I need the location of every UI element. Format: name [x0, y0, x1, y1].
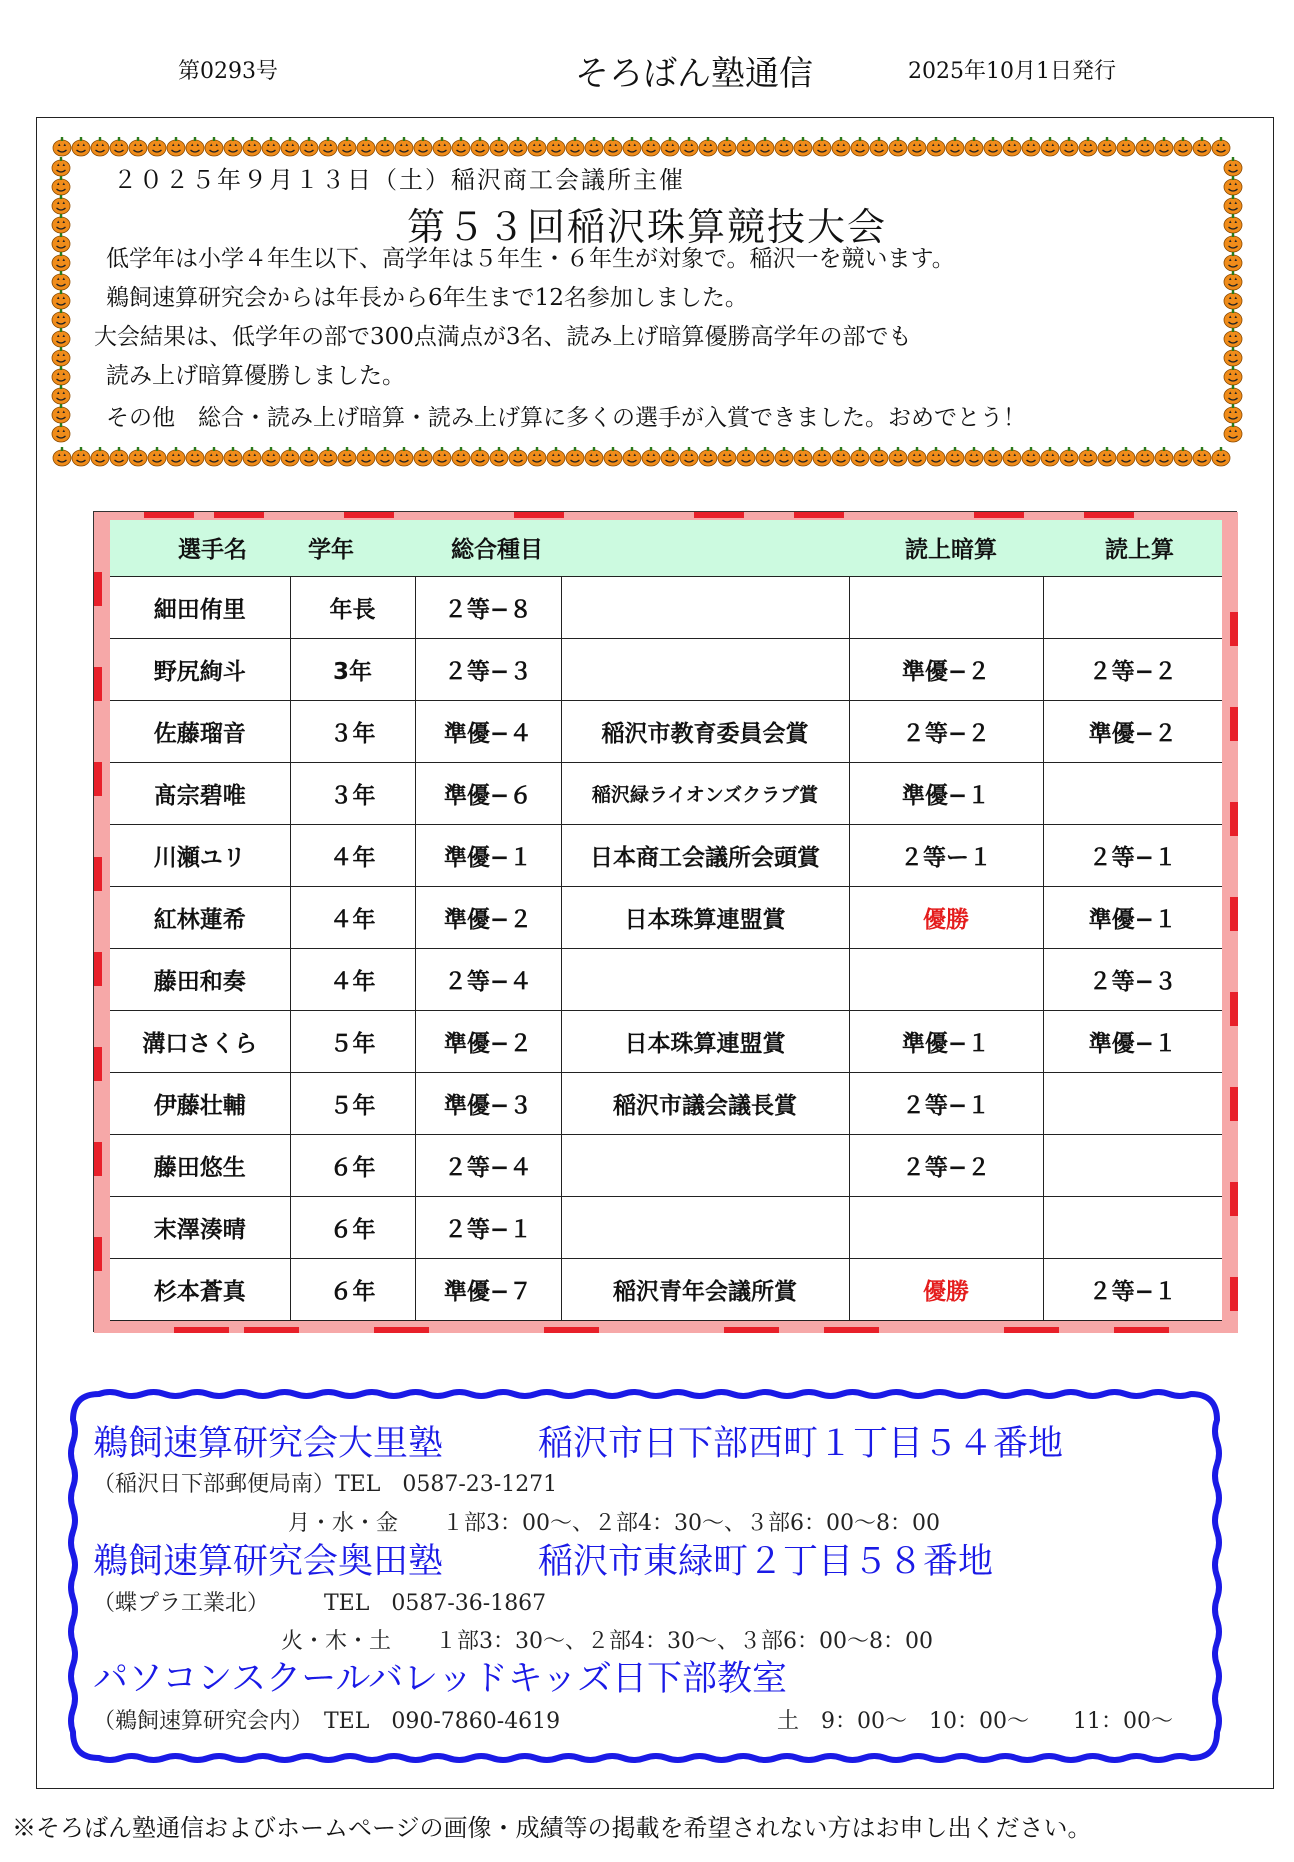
contact-box	[65, 1386, 1225, 1766]
cell-mental-reading: 準優−１	[849, 1010, 1043, 1072]
cell-grade: ５年	[290, 1010, 415, 1072]
footer-notice: ※そろばん塾通信およびホームページの画像・成績等の掲載を希望されない方はお申し出ください。	[12, 1814, 1092, 1842]
cell-overall: 準優−３	[415, 1072, 561, 1134]
cell-player-name: 藤田悠生	[110, 1134, 290, 1196]
cell-reading-calc: 準優−１	[1043, 886, 1222, 948]
cell-reading-calc: ２等−１	[1043, 824, 1222, 886]
cell-player-name: 末澤湊晴	[110, 1196, 290, 1258]
announcement-para-4: 読み上げ暗算優勝しました。	[106, 363, 405, 389]
cell-grade: ６年	[290, 1196, 415, 1258]
cell-overall: 準優−６	[415, 762, 561, 824]
school3-name: パソコンスクールバレッドキッズ日下部教室	[93, 1659, 788, 1699]
cell-overall: 準優−７	[415, 1258, 561, 1320]
cell-mental-reading	[849, 1196, 1043, 1258]
table-row	[110, 1072, 1222, 1134]
cell-reading-calc	[1043, 576, 1222, 638]
table-row	[110, 762, 1222, 824]
cell-mental-reading: ２等ー１	[849, 824, 1043, 886]
school1-name: 鵜飼速算研究会大里塾	[93, 1424, 444, 1464]
cell-player-name: 細田侑里	[110, 576, 290, 638]
event-heading: 第５３回稲沢珠算競技大会	[406, 205, 887, 249]
school1-note: （稲沢日下部郵便局南）TEL 0587-23-1271	[93, 1472, 558, 1497]
table-row	[110, 1258, 1222, 1320]
cell-award	[561, 1134, 849, 1196]
cell-overall: 準優−２	[415, 886, 561, 948]
cell-grade: ４年	[290, 824, 415, 886]
announcement	[48, 135, 1246, 471]
cell-mental-reading: 準優−１	[849, 762, 1043, 824]
cell-mental-reading: 準優−２	[849, 638, 1043, 700]
header-award	[561, 520, 849, 576]
cell-grade: ６年	[290, 1258, 415, 1320]
table-row	[110, 1010, 1222, 1072]
cell-mental-reading	[849, 576, 1043, 638]
cell-overall: ２等−４	[415, 1134, 561, 1196]
announcement-para-3: 大会結果は、低学年の部で300点満点が3名、読み上げ暗算優勝高学年の部でも	[94, 324, 912, 350]
cell-award: 稲沢市教育委員会賞	[561, 700, 849, 762]
cell-mental-reading: ２等−２	[849, 700, 1043, 762]
table-row	[110, 948, 1222, 1010]
table-row	[110, 886, 1222, 948]
announcement-para-5: その他 総合・読み上げ暗算・読み上げ算に多くの選手が入賞できました。おめでとう！	[106, 405, 1026, 431]
cell-reading-calc: ２等−３	[1043, 948, 1222, 1010]
issue-date: 2025年10月1日発行	[908, 59, 1116, 84]
cell-grade: ６年	[290, 1134, 415, 1196]
newsletter-header	[0, 46, 1294, 94]
results-table-frame	[93, 511, 1237, 1332]
cell-mental-reading: 優勝	[849, 886, 1043, 948]
cell-award	[561, 638, 849, 700]
cell-award	[561, 948, 849, 1010]
school2-address: 稲沢市東緑町２丁目５８番地	[538, 1542, 994, 1582]
cell-reading-calc: ２等−２	[1043, 638, 1222, 700]
cell-reading-calc	[1043, 1134, 1222, 1196]
school2-note: （蝶プラ工業北） TEL 0587-36-1867	[93, 1591, 547, 1616]
cell-award: 日本珠算連盟賞	[561, 886, 849, 948]
school2-hours: 火・木・土 １部3：30～、２部4：30～、３部6：00～8：00	[281, 1629, 933, 1654]
cell-grade: ３年	[290, 700, 415, 762]
cell-overall: ２等−８	[415, 576, 561, 638]
table-header-row	[110, 520, 1222, 576]
announcement-para-2: 鵜飼速算研究会からは年長から6年生まで12名参加しました。	[106, 285, 748, 311]
header-grade: 学年	[290, 520, 415, 576]
cell-mental-reading: 優勝	[849, 1258, 1043, 1320]
cell-reading-calc	[1043, 1072, 1222, 1134]
cell-award	[561, 576, 849, 638]
cell-grade: 3年	[290, 638, 415, 700]
cell-reading-calc	[1043, 1196, 1222, 1258]
school1-address: 稲沢市日下部西町１丁目５４番地	[538, 1424, 1064, 1464]
cell-reading-calc: ２等−１	[1043, 1258, 1222, 1320]
cell-player-name: 野尻絢斗	[110, 638, 290, 700]
cell-overall: ２等−３	[415, 638, 561, 700]
cell-reading-calc: 準優−２	[1043, 700, 1222, 762]
cell-player-name: 溝口さくら	[110, 1010, 290, 1072]
table-row	[110, 638, 1222, 700]
cell-award: 日本商工会議所会頭賞	[561, 824, 849, 886]
school2-name: 鵜飼速算研究会奥田塾	[93, 1542, 444, 1582]
table-row	[110, 824, 1222, 886]
event-date-line: ２０２５年９月１３日（土）稲沢商工会議所主催	[113, 166, 685, 194]
issue-number: 第0293号	[178, 59, 278, 84]
cell-award: 稲沢市議会議長賞	[561, 1072, 849, 1134]
newsletter-title: そろばん塾通信	[575, 54, 813, 94]
cell-player-name: 杉本蒼真	[110, 1258, 290, 1320]
school3-hours: 土 9：00～ 10：00～ 11：00～	[777, 1709, 1173, 1734]
cell-award	[561, 1196, 849, 1258]
cell-player-name: 佐藤瑠音	[110, 700, 290, 762]
table-row	[110, 1134, 1222, 1196]
school3-note: （鵜飼速算研究会内） TEL 090-7860-4619	[93, 1709, 561, 1734]
cell-reading-calc	[1043, 762, 1222, 824]
cell-overall: 準優−２	[415, 1010, 561, 1072]
cell-grade: 年長	[290, 576, 415, 638]
table-row	[110, 700, 1222, 762]
cell-grade: ４年	[290, 948, 415, 1010]
header-overall: 総合種目	[415, 520, 561, 576]
cell-overall: ２等−１	[415, 1196, 561, 1258]
cell-award: 稲沢緑ライオンズクラブ賞	[561, 762, 849, 824]
cell-overall: ２等−４	[415, 948, 561, 1010]
cell-player-name: 髙宗碧唯	[110, 762, 290, 824]
header-player-name: 選手名	[110, 520, 290, 576]
header-reading-calc: 読上算	[1043, 520, 1222, 576]
school1-hours: 月・水・金 １部3：00～、２部4：30～、３部6：00～8：00	[288, 1511, 940, 1536]
cell-mental-reading	[849, 948, 1043, 1010]
cell-grade: ４年	[290, 886, 415, 948]
header-mental-reading: 読上暗算	[849, 520, 1043, 576]
cell-reading-calc: 準優−１	[1043, 1010, 1222, 1072]
cell-player-name: 伊藤壮輔	[110, 1072, 290, 1134]
cell-grade: ５年	[290, 1072, 415, 1134]
announcement-para-1: 低学年は小学４年生以下、高学年は５年生・６年生が対象で。稲沢一を競います。	[106, 246, 955, 272]
table-row	[110, 1196, 1222, 1258]
results-table	[110, 520, 1222, 1321]
cell-overall: 準優−１	[415, 824, 561, 886]
cell-award: 稲沢青年会議所賞	[561, 1258, 849, 1320]
cell-overall: 準優−４	[415, 700, 561, 762]
table-row	[110, 576, 1222, 638]
cell-player-name: 藤田和奏	[110, 948, 290, 1010]
cell-mental-reading: ２等−１	[849, 1072, 1043, 1134]
cell-player-name: 紅林蓮希	[110, 886, 290, 948]
cell-award: 日本珠算連盟賞	[561, 1010, 849, 1072]
cell-grade: ３年	[290, 762, 415, 824]
cell-player-name: 川瀬ユリ	[110, 824, 290, 886]
cell-mental-reading: ２等−２	[849, 1134, 1043, 1196]
